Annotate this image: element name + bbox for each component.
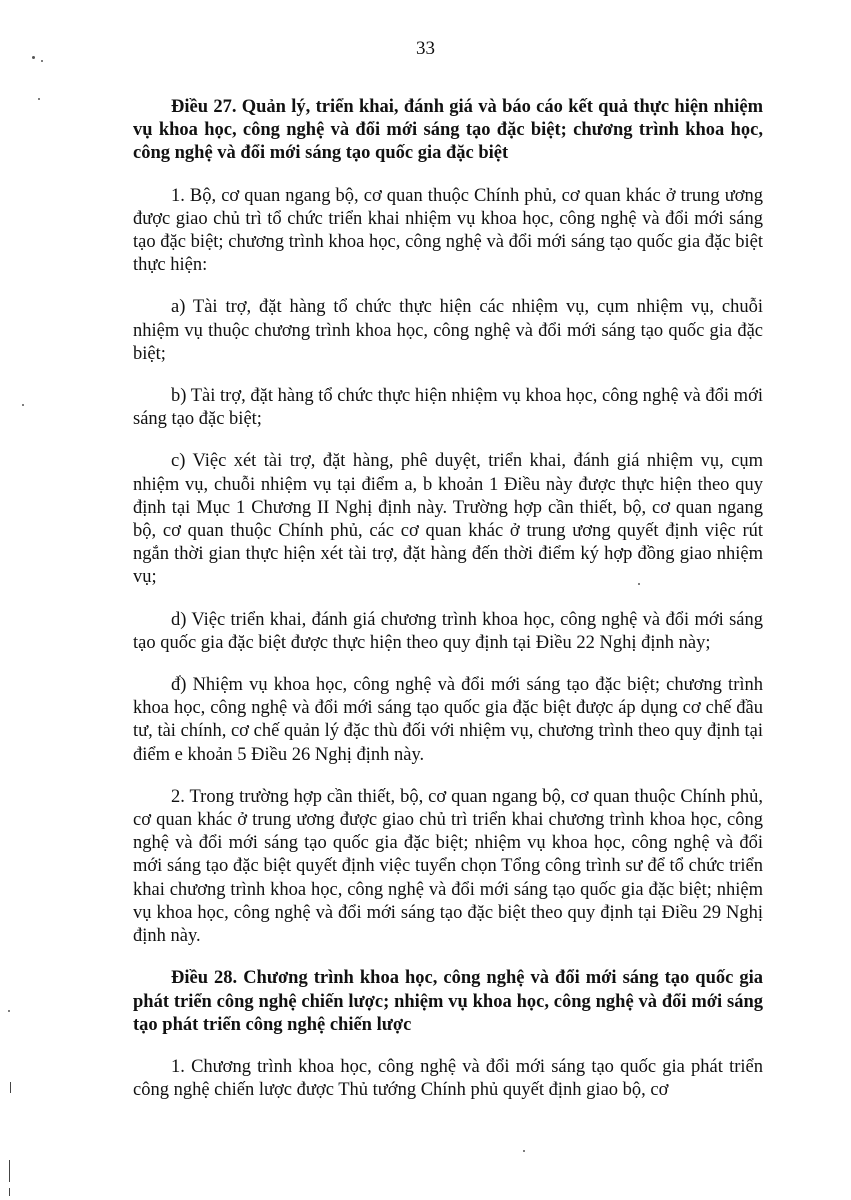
article-27-point-dd: đ) Nhiệm vụ khoa học, công nghệ và đổi mới sáng tạo đặc biệt; chương trình khoa học, công nghệ và đổi mới sáng tạo quốc gia đặc biệt được áp dụng cơ chế đầu tư, tài chính, cơ chế quản lý đặc thù đối với nhiệm vụ, chương trình theo quy định tại điểm e khoản 5 Điều 26 Nghị định này. — [133, 675, 763, 765]
scan-speck — [8, 1010, 10, 1012]
scan-speck — [38, 98, 40, 100]
scan-speck — [22, 404, 24, 406]
scan-mark — [9, 1160, 10, 1182]
article-27-point-d: d) Việc triển khai, đánh giá chương trình khoa học, công nghệ và đổi mới sáng tạo quốc gia đặc biệt được thực hiện theo quy định tại Điều 22 Nghị định này; — [133, 609, 763, 653]
scan-mark — [9, 1188, 10, 1196]
article-28-clause-1: 1. Chương trình khoa học, công nghệ và đổi mới sáng tạo quốc gia phát triển công nghệ chiến lược được Thủ tướng Chính phủ quyết định giao bộ, cơ — [133, 1056, 763, 1101]
document-body — [133, 96, 763, 1121]
article-27-point-a: a) Tài trợ, đặt hàng tổ chức thực hiện các nhiệm vụ, cụm nhiệm vụ, chuỗi nhiệm vụ thuộc chương trình khoa học, công nghệ và đổi mới sáng tạo quốc gia đặc biệt; — [133, 297, 763, 364]
article-27-clause-1: 1. Bộ, cơ quan ngang bộ, cơ quan thuộc Chính phủ, cơ quan khác ở trung ương được giao chủ trì tổ chức triển khai nhiệm vụ khoa học, công nghệ và đổi mới sáng tạo đặc biệt; chương trình khoa học, công nghệ và đổi mới sáng tạo quốc gia đặc biệt thực hiện: — [133, 185, 763, 276]
scan-speck — [523, 1150, 525, 1152]
page-number: 33 — [416, 38, 435, 59]
article-27-clause-2: 2. Trong trường hợp cần thiết, bộ, cơ quan ngang bộ, cơ quan thuộc Chính phủ, cơ quan khác ở trung ương được giao chủ trì triển khai chương trình khoa học, công nghệ và đổi mới sáng tạo quốc gia đặc biệt; nhiệm vụ khoa học, công nghệ và đổi mới sáng tạo đặc biệt quyết định việc tuyển chọn Tổng công trình sư để tổ chức triển khai chương trình khoa học, công nghệ và đổi mới sáng tạo quốc gia đặc biệt; nhiệm vụ khoa học, công nghệ và đổi mới sáng tạo đặc biệt theo quy định tại Điều 29 Nghị định này. — [133, 786, 763, 947]
article-28-heading: Điều 28. Chương trình khoa học, công nghệ và đổi mới sáng tạo quốc gia phát triển công nghệ chiến lược; nhiệm vụ khoa học, công nghệ và đổi mới sáng tạo phát triển công nghệ chiến lược — [133, 968, 763, 1035]
scan-mark — [10, 1082, 11, 1093]
scan-speck — [32, 56, 35, 59]
scan-speck — [41, 60, 43, 62]
article-27-point-b: b) Tài trợ, đặt hàng tổ chức thực hiện nhiệm vụ khoa học, công nghệ và đổi mới sáng tạo đặc biệt; — [133, 386, 763, 430]
article-27-heading: Điều 27. Quản lý, triển khai, đánh giá và báo cáo kết quả thực hiện nhiệm vụ khoa học, công nghệ và đổi mới sáng tạo đặc biệt; chương trình khoa học, công nghệ và đổi mới sáng tạo quốc gia đặc biệt — [133, 97, 763, 164]
article-27-point-c: c) Việc xét tài trợ, đặt hàng, phê duyệt, triển khai, đánh giá nhiệm vụ, cụm nhiệm vụ, chuỗi nhiệm vụ tại điểm a, b khoản 1 Điều này được thực hiện theo quy định tại Mục 1 Chương II Nghị định này. Trường hợp cần thiết, bộ, cơ quan ngang bộ, cơ quan thuộc Chính phủ, các cơ quan khác ở trung ương quyết định việc rút ngắn thời gian thực hiện xét tài trợ, đặt hàng đến thời điểm ký hợp đồng giao nhiệm vụ; — [133, 451, 763, 588]
